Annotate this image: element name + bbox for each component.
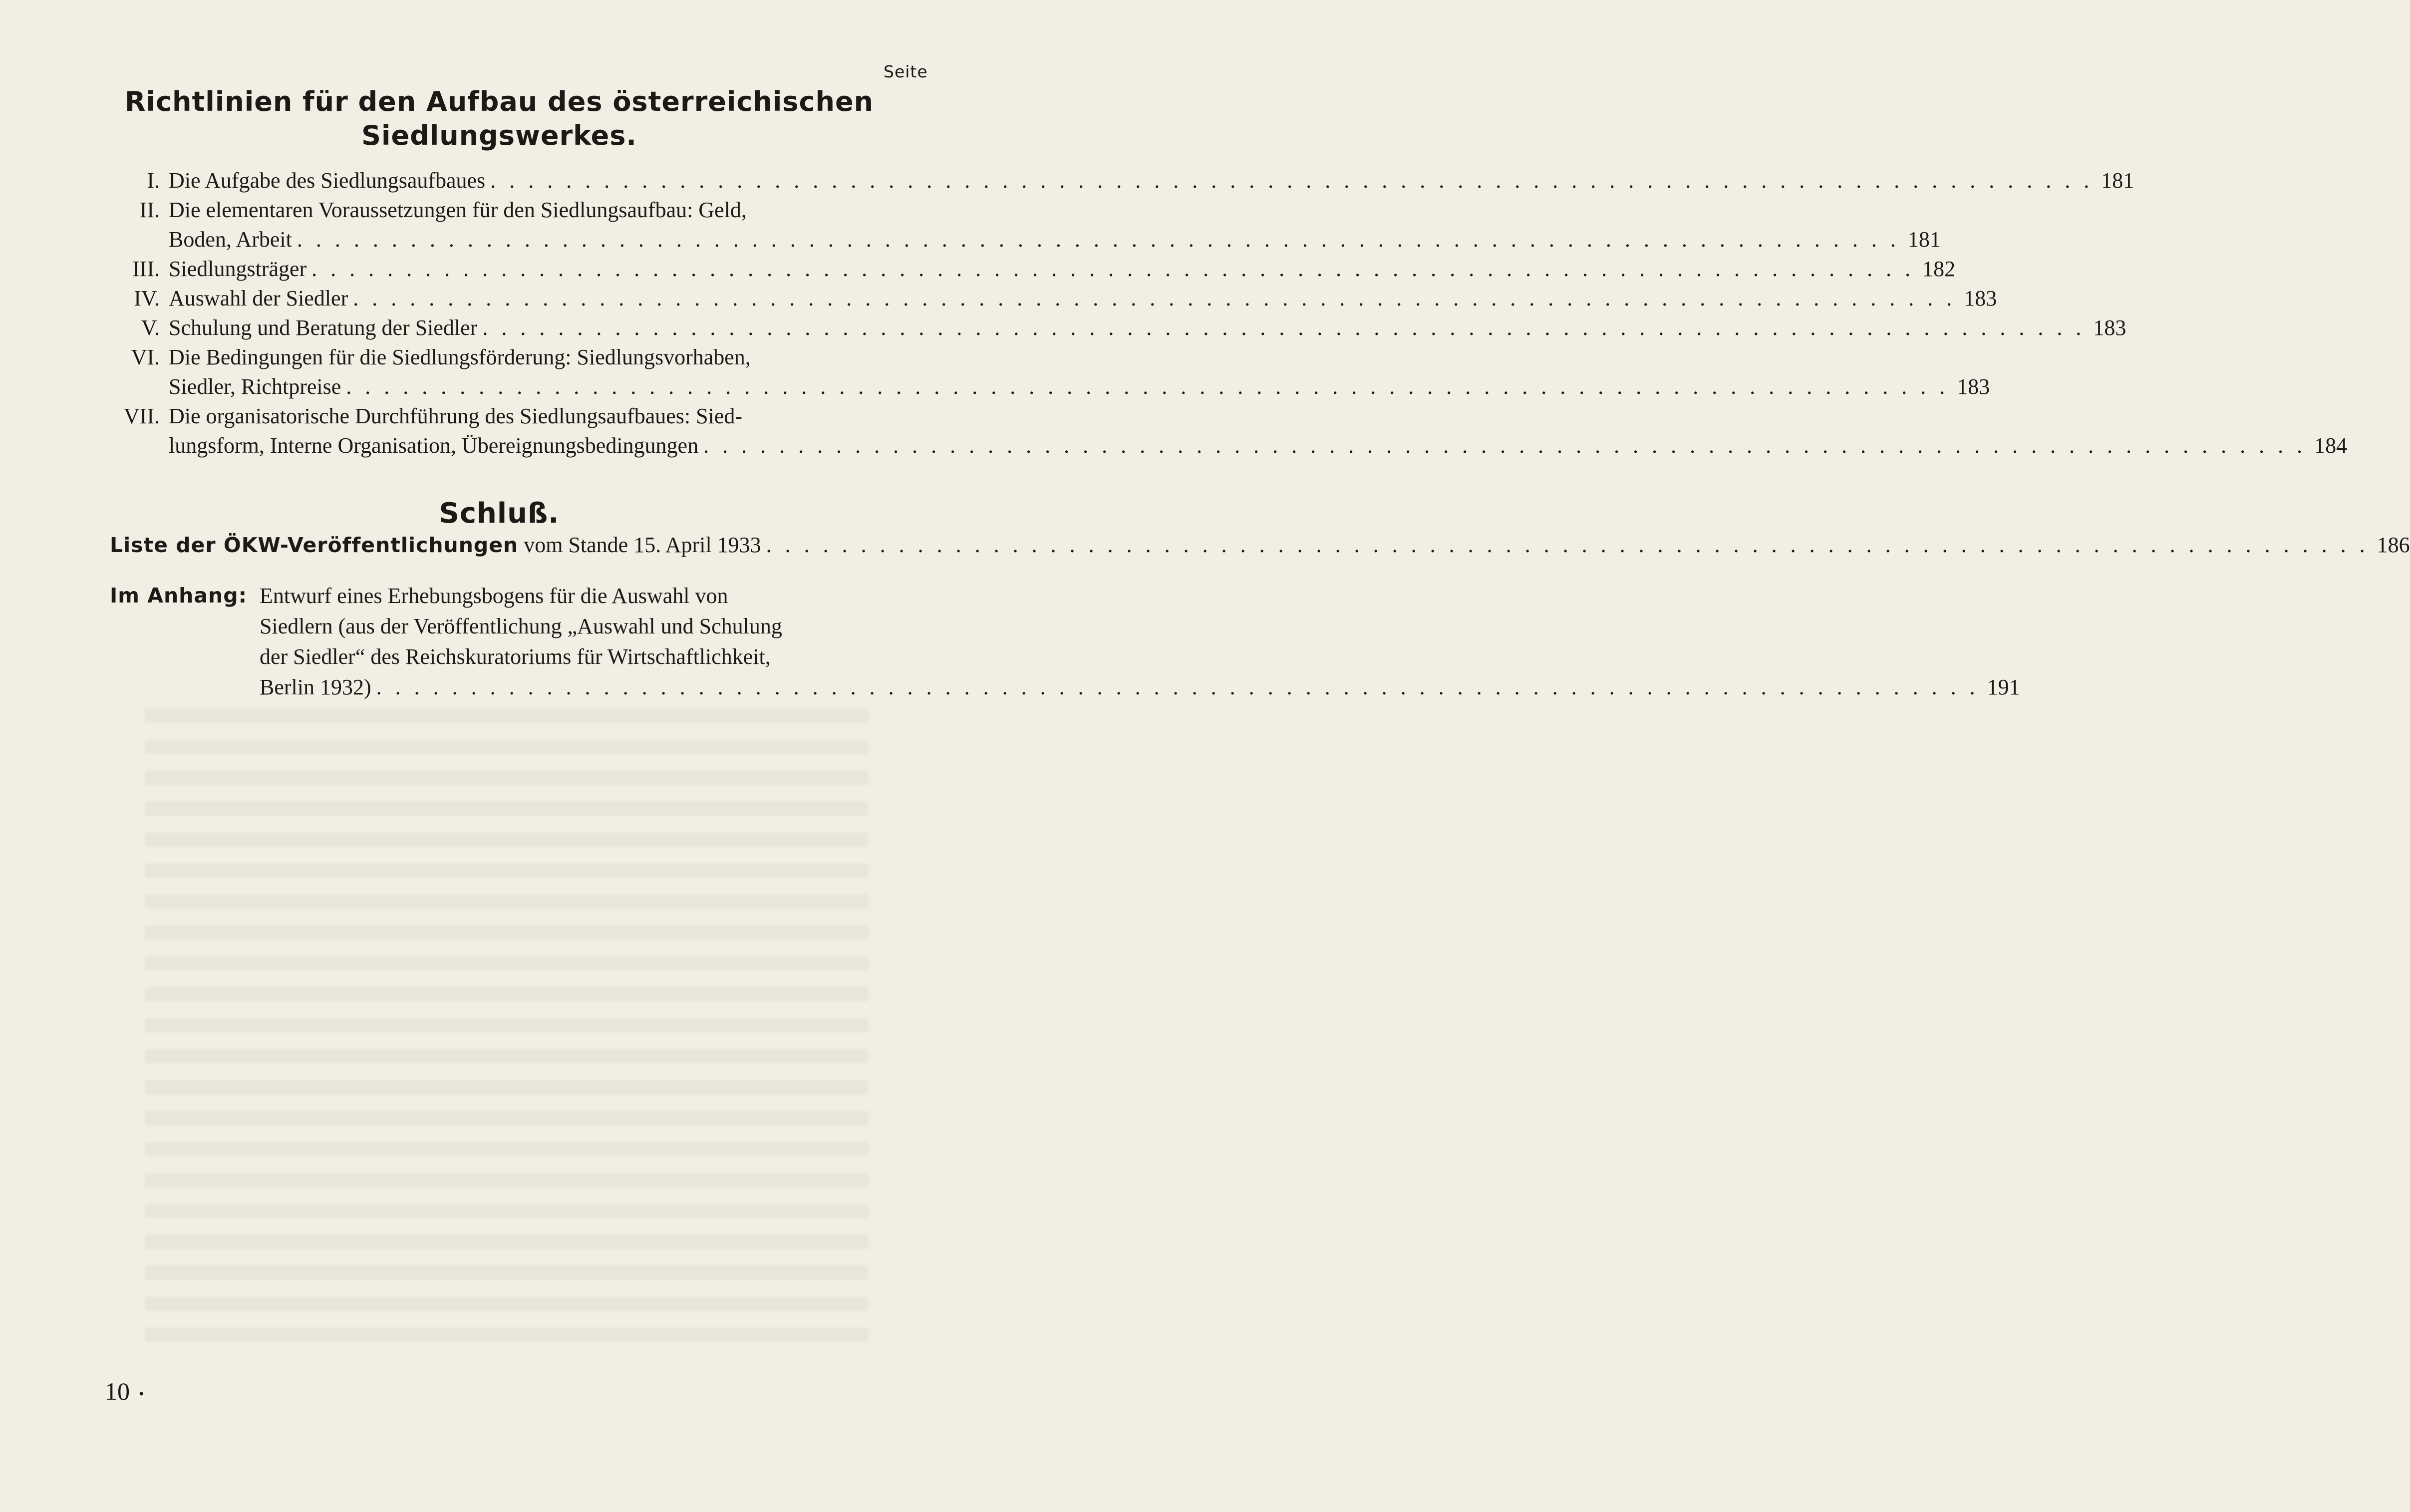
toc-entry-numeral: VI. xyxy=(131,345,160,369)
toc-page-number: 182 xyxy=(1922,257,1956,281)
page-number-value: 10 xyxy=(105,1377,130,1405)
toc-entry xyxy=(110,401,2348,460)
toc-entry-anhang xyxy=(110,581,2020,702)
toc-page-number: 183 xyxy=(2093,315,2126,340)
toc-entry-text-line: Die organisatorische Durchführung des Siedlungsaufbaues: Sied- xyxy=(169,404,743,428)
leader-dots xyxy=(297,225,1900,254)
toc-entry-text xyxy=(110,530,761,560)
anhang-label: Im Anhang: xyxy=(110,584,247,607)
toc-page-number: 184 xyxy=(2314,433,2348,458)
anhang-line-1: Entwurf eines Erhebungsbogens für die Auswahl von xyxy=(260,584,728,608)
bleed-through-texture xyxy=(145,709,869,1358)
table-of-contents xyxy=(110,166,2348,460)
toc-page-number: 183 xyxy=(1957,374,1990,399)
toc-entry-text: Die Aufgabe des Siedlungsaufbaues xyxy=(169,168,486,193)
toc-entry xyxy=(110,195,1941,254)
toc-entry-numeral: IV. xyxy=(134,286,160,310)
anhang-last-line: Berlin 1932) xyxy=(260,675,371,699)
leader-dots xyxy=(482,313,2085,342)
toc-entry xyxy=(110,166,2134,195)
liste-rest: vom Stande 15. April 1933 xyxy=(524,533,761,557)
toc-entry-text-line: Die elementaren Voraussetzungen für den Siedlungsaufbau: Geld, xyxy=(169,198,747,222)
leader-dots xyxy=(703,431,2306,460)
toc-entry-text-line: Die Bedingungen für die Siedlungsförderung: Siedlungsvorhaben, xyxy=(169,345,751,369)
toc-entry xyxy=(110,313,2126,342)
section-title-schluss: Schluß. xyxy=(439,497,560,530)
toc-entry-text: Boden, Arbeit xyxy=(169,227,292,252)
toc-entry-numeral: II. xyxy=(139,198,160,222)
toc-entry-text: Siedlungsträger xyxy=(169,257,307,281)
anhang-line-2: Siedlern (aus der Veröffentlichung „Auswahl und Schulung xyxy=(260,614,782,638)
toc-entry xyxy=(110,254,1956,284)
toc-entry-numeral: I. xyxy=(147,168,160,193)
page-column-label: Seite xyxy=(884,62,928,81)
toc-entry xyxy=(110,284,1997,313)
toc-entry-text: lungsform, Interne Organisation, Übereignungsbedingungen xyxy=(169,433,699,458)
toc-entry-text: Schulung und Beratung der Siedler xyxy=(169,315,478,340)
toc-page-number: 183 xyxy=(1964,286,1997,310)
toc-page-number: 181 xyxy=(2101,168,2134,193)
toc-entry-numeral: VII. xyxy=(123,404,160,428)
liste-bold-title: Liste der ÖKW-Veröffentlichungen xyxy=(110,533,519,557)
toc-entry-liste xyxy=(110,530,2410,560)
leader-dots xyxy=(766,530,2369,560)
section-title-line-1: Richtlinien für den Aufbau des österreichischen xyxy=(124,86,874,117)
leader-dots xyxy=(353,284,1956,313)
toc-entry-text: Siedler, Richtpreise xyxy=(169,374,341,399)
anhang-line-3: der Siedler“ des Reichskuratoriums für Wirtschaftlichkeit, xyxy=(260,644,771,669)
toc-page-number: 186 xyxy=(2377,533,2410,557)
page-number-mark: • xyxy=(139,1385,144,1402)
toc-entry-text: Auswahl der Siedler xyxy=(169,286,348,310)
leader-dots xyxy=(311,254,1914,284)
toc-entry xyxy=(110,342,1990,401)
toc-entry-numeral: III. xyxy=(132,257,160,281)
leader-dots xyxy=(490,166,2093,195)
section-title-richtlinien xyxy=(105,85,894,153)
toc-entry-numeral: V. xyxy=(141,315,160,340)
leader-dots xyxy=(346,372,1949,401)
page-number xyxy=(105,1377,144,1406)
toc-page-number: 181 xyxy=(1907,227,1941,252)
section-title-line-2: Siedlungswerkes. xyxy=(361,120,637,151)
toc-page-number: 191 xyxy=(1987,675,2020,699)
leader-dots xyxy=(376,672,1979,702)
